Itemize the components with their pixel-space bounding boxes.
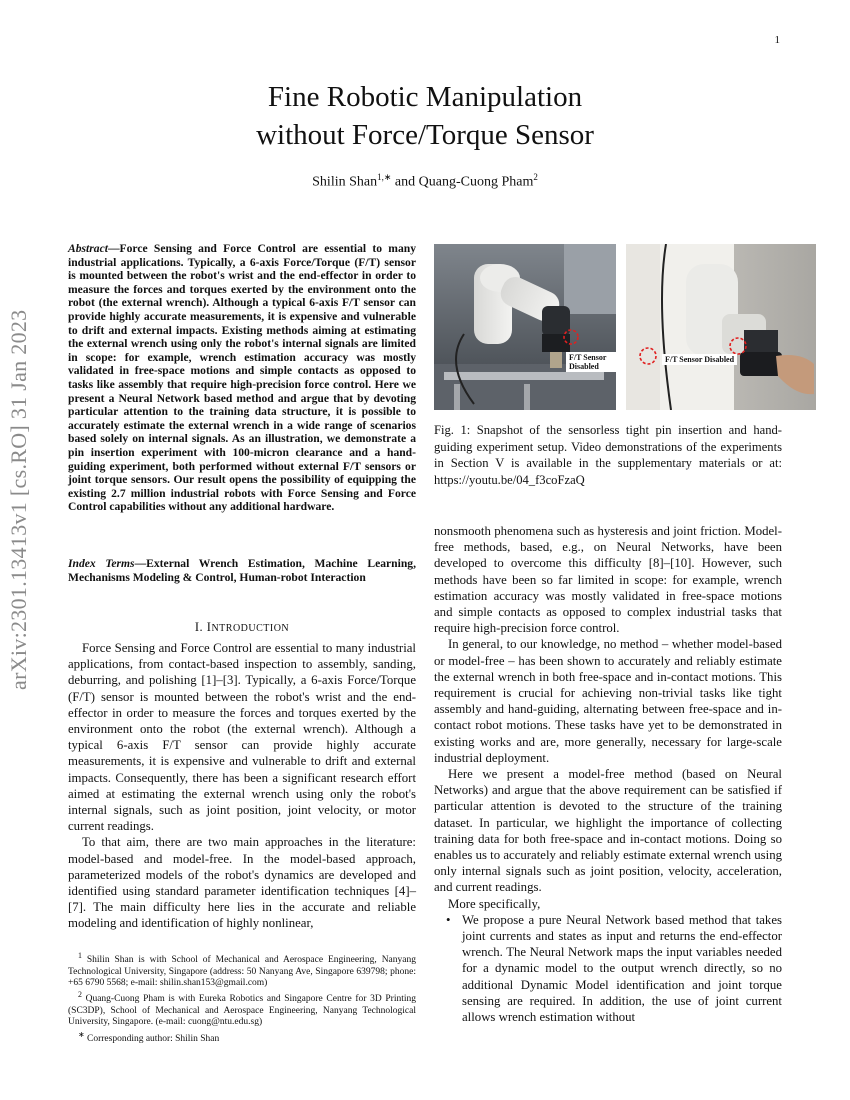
robot-arm-photo-left	[434, 244, 616, 410]
introduction-body	[68, 640, 416, 932]
robot-arm-photo-right	[626, 244, 816, 410]
list-item: • We propose a pure Neural Network based method that takes joint currents and states as input and returns the end-effector wrench. The Neural Network maps the input variables needed for a dynamic model to the output wrench directly, so no additional Dynamic Model identification and joint torque sensing are required. In addition, the use of joint current allows wrench estimation without	[462, 912, 782, 1025]
author-2-affiliation: 2	[533, 172, 538, 182]
footnote-marker: ∗	[78, 1029, 85, 1039]
author-conjunction: and	[391, 174, 419, 190]
author-1: Shilin Shan	[312, 174, 378, 190]
author-1-affiliation: 1,∗	[377, 172, 392, 182]
figure-1	[434, 244, 782, 410]
photo-pin-insertion	[434, 244, 616, 410]
footnote	[68, 1029, 416, 1046]
abstract	[68, 242, 416, 514]
paragraph: nonsmooth phenomena such as hysteresis and joint friction. Model-free methods, based, e.g., on Neural Networks, have been developed to overcome this difficulty [8]–[10]. However, such methods have been so far limited in scope: for example, wrench estimation accuracy was mostly validated in free-space motions and simple contacts as opposed to complex industrial tasks that require high-precision force control.	[434, 524, 782, 636]
paragraph: Force Sensing and Force Control are essential to many industrial applications, from contact-based inspection to assembly, sanding, deburring, and polishing [1]–[3]. Typically, a 6-axis Force/Torque (F/T) sensor is mounted between the robot's wrist and the end-effector in order to measure the forces and torques exerted by the environment onto the robot (the external wrench). Although a typical 6-axis F/T sensor can provide highly accurate measurements, it is expensive and vulnerable to drift and external impacts. Consequently, there has been a significant research effort aimed at estimating the external wrench using only the robot's internal signals, such as joint position, joint velocity, or motor current readings.	[68, 641, 416, 834]
section-numeral: I.	[194, 620, 207, 634]
page-number: 1	[774, 34, 780, 46]
paragraph: In general, to our knowledge, no method – whether model-based or model-free – has been shown to accurately and reliably estimate the external wrench in both free-space and in-contact motions. This requirement is crucial for achieving non-trivial tasks like tight assembly and hand-guiding, alternating between free-space and in-contact robot motions. These tasks have yet to be demonstrated in existing works and are, more generally, necessary for large-scale industrial deployment.	[434, 637, 782, 765]
footnotes	[68, 950, 416, 1045]
right-column-body	[434, 523, 782, 1025]
index-terms-label: Index Terms	[68, 557, 135, 570]
footnote-text: Shilin Shan is with School of Mechanical and Aerospace Engineering, Nanyang Technological University, Singapore (address: 50 Nanyang Ave, Singapore 639798; phone: +65 6790 5568; e-mail: shilin.shan153@gmail.com)	[68, 955, 416, 988]
index-terms-text: —External Wrench Estimation, Machine Learning, Mechanisms Modeling & Control, Human-robot Interaction	[68, 557, 416, 584]
section-title-initial: I	[206, 620, 212, 634]
section-heading-introduction	[68, 620, 416, 635]
footnote-marker: 2	[78, 990, 82, 1000]
title-line-2: without Force/Torque Sensor	[256, 119, 594, 151]
abstract-label: Abstract	[68, 242, 108, 255]
footnote-text: Corresponding author: Shilin Shan	[84, 1033, 220, 1044]
figure-label-right: F/T Sensor Disabled	[662, 354, 737, 365]
paragraph: Here we present a model-free method (based on Neural Networks) and argue that the above requirement can be satisfied if particular attention is devoted to the structure of the training dataset. In particular, we highlight the importance of collecting training data for both free-space and in-contact motions. Doing so enables us to accurately and reliably estimate external wrench using only internal signals such as joint position, velocity, acceleration, and current readings.	[434, 767, 782, 895]
contribution-list	[434, 912, 782, 1025]
author-line	[0, 172, 850, 191]
paragraph: More specifically,	[448, 896, 541, 911]
paragraph: To that aim, there are two main approaches in the literature: model-based and model-free. In the model-based approach, parameterized models of the robot's dynamics are developed and identified using standard parameter identification techniques [4]–[7]. The main difficulty here lies in the accurate and reliable modeling and identification of highly nonlinear,	[68, 835, 416, 931]
footnote	[68, 950, 416, 989]
figure-caption: Fig. 1: Snapshot of the sensorless tight pin insertion and hand-guiding experiment setup. Video demonstrations of the experiments in Section V is available in the supplementary materials or at: https://youtu.be/04_f3coFzaQ	[434, 423, 782, 487]
section-title-rest: NTRODUCTION	[211, 623, 290, 634]
footnote-marker: 1	[78, 951, 82, 960]
photo-hand-guiding	[626, 244, 816, 410]
footnote	[68, 989, 416, 1028]
figure-label-left: F/T Sensor Disabled	[566, 352, 616, 372]
paper-title	[0, 78, 850, 154]
arxiv-stamp: arXiv:2301.13413v1 [cs.RO] 31 Jan 2023	[6, 309, 31, 690]
index-terms	[68, 557, 416, 584]
title-line-1: Fine Robotic Manipulation	[267, 81, 583, 113]
footnote-text: Quang-Cuong Pham is with Eureka Robotics and Singapore Centre for 3D Printing (SC3DP), School of Mechanical and Aerospace Engineering, Nanyang Technological University, Singapore. (e-mail: cuong@ntu.edu.sg)	[68, 994, 416, 1028]
abstract-text: —Force Sensing and Force Control are essential to many industrial applications. Typically, a 6-axis Force/Torque (F/T) sensor is mounted between the robot's wrist and the end-effector in order to measure the forces and torques exerted by the environment onto the robot (the external wrench). Although a typical 6-axis F/T sensor can provide highly accurate measurements, it is expensive and vulnerable to drift and external impacts. Existing methods aiming at estimating the external wrench using only the robot's internal signals are limited in scope: for example, wrench estimation accuracy was mostly validated in free-space motions and simple contacts as opposed to tasks like assembly that require high-precision force control. Here we present a Neural Network based method and argue that by devoting particular attention to the training data structure, it is possible to accurately estimate the external wrench in a wide range of scenarios based solely on internal signals. As an illustration, we demonstrate a pin insertion experiment with 100-micron clearance and a hand-guiding experiment, both performed without external F/T sensors or joint torque sensors. Our result opens the possibility of equipping the existing 2.7 million industrial robots with Force Sensing and Force Control capabilities without any additional hardware.	[68, 242, 416, 514]
author-2: Quang-Cuong Pham	[418, 174, 534, 190]
